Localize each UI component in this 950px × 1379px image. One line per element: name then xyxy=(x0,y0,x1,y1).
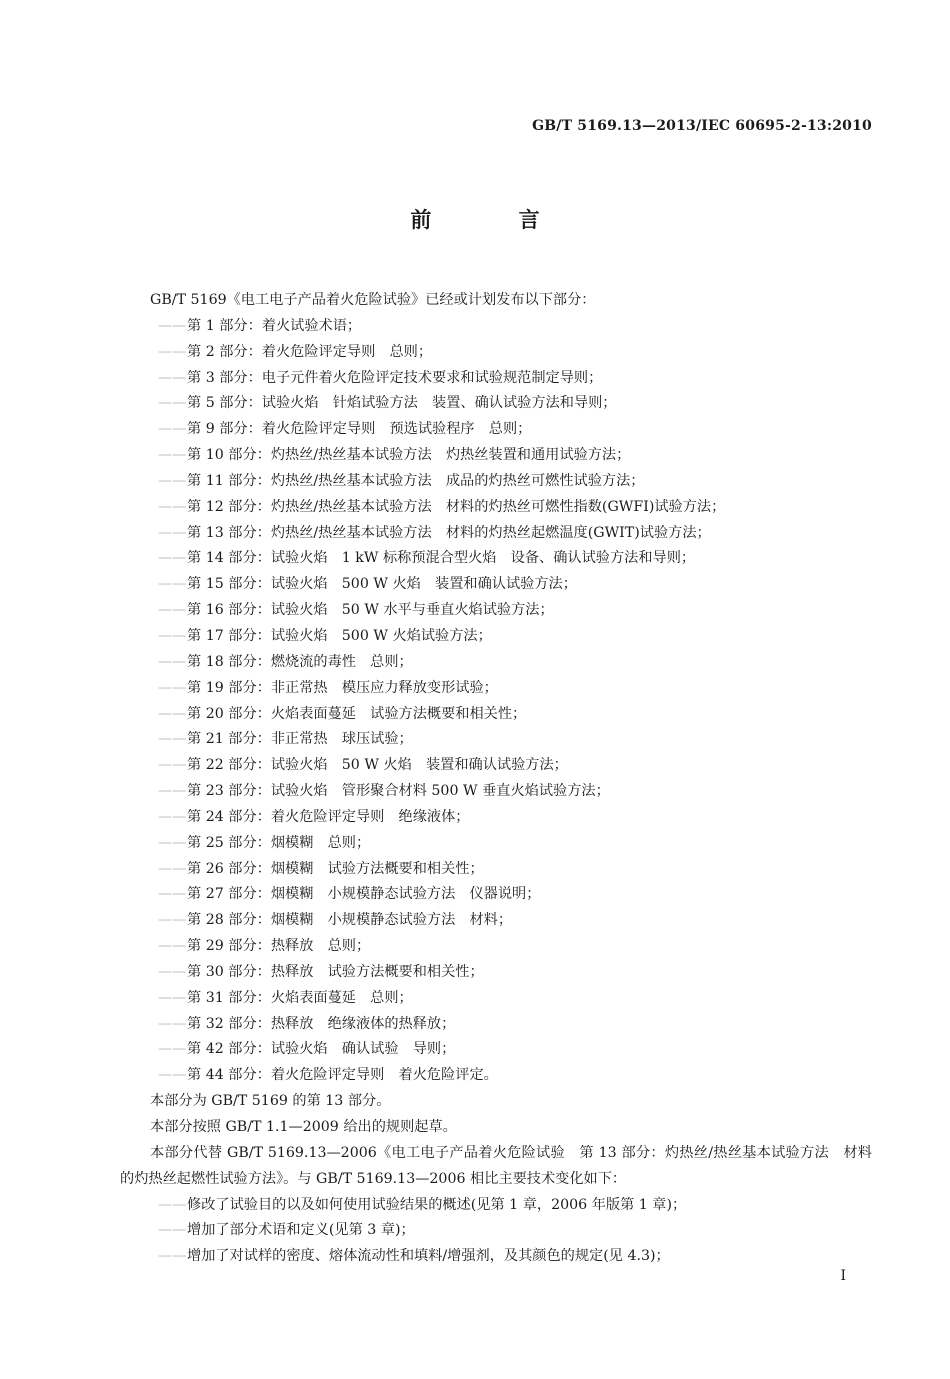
part-item-text: 第 19 部分：非正常热 模压应力释放变形试验； xyxy=(187,679,498,696)
document-body xyxy=(120,288,872,1270)
part-item xyxy=(120,702,872,728)
part-item-text: 第 5 部分：试验火焰 针焰试验方法 装置、确认试验方法和导则； xyxy=(187,395,617,412)
part-item-text: 第 24 部分：着火危险评定导则 绝缘液体； xyxy=(187,808,470,825)
list-dash-marker: —— xyxy=(158,343,187,360)
part-item xyxy=(120,391,872,417)
part-item-text: 第 15 部分：试验火焰 500 W 火焰 装置和确认试验方法； xyxy=(187,576,577,593)
list-dash-marker: —— xyxy=(158,705,187,722)
part-item-text: 第 32 部分：热释放 绝缘液体的热释放； xyxy=(187,1015,456,1032)
page-title: 前 言 xyxy=(410,207,580,232)
page-number: I xyxy=(840,1268,846,1284)
part-item-text: 第 26 部分：烟模糊 试验方法概要和相关性； xyxy=(187,860,484,877)
list-dash-marker: —— xyxy=(158,317,187,334)
list-dash-marker: —— xyxy=(158,938,187,955)
part-item-text: 第 29 部分：热释放 总则； xyxy=(187,938,371,955)
list-dash-marker: —— xyxy=(158,834,187,851)
list-dash-marker: —— xyxy=(158,808,187,825)
part-item xyxy=(120,469,872,495)
part-item xyxy=(120,314,872,340)
part-item-text: 第 12 部分：灼热丝/热丝基本试验方法 材料的灼热丝可燃性指数(GWFI)试验方法； xyxy=(187,498,726,515)
part-item xyxy=(120,753,872,779)
list-dash-marker: —— xyxy=(158,498,187,515)
part-item-text: 第 20 部分：火焰表面蔓延 试验方法概要和相关性； xyxy=(187,705,527,722)
part-item-text: 第 11 部分：灼热丝/热丝基本试验方法 成品的灼热丝可燃性试验方法； xyxy=(187,472,645,489)
part-item-text: 第 13 部分：灼热丝/热丝基本试验方法 材料的灼热丝起燃温度(GWIT)试验方法； xyxy=(187,524,711,541)
list-dash-marker: —— xyxy=(158,395,187,412)
part-item-text: 第 3 部分：电子元件着火危险评定技术要求和试验规范制定导则； xyxy=(187,369,603,386)
list-dash-marker: —— xyxy=(158,860,187,877)
paragraph-replacement: 本部分代替 GB/T 5169.13—2006《电工电子产品着火危险试验 第 13 部分：灼热丝/热丝基本试验方法 材料的灼热丝起燃性试验方法》。与 GB/T 5169.13—2006 相比主要技术变化如下： xyxy=(120,1144,872,1187)
list-dash-marker: —— xyxy=(158,1222,187,1239)
part-item-text: 第 9 部分：着火危险评定导则 预选试验程序 总则； xyxy=(187,421,532,438)
part-item xyxy=(120,934,872,960)
part-item-text: 第 30 部分：热释放 试验方法概要和相关性； xyxy=(187,963,484,980)
part-item xyxy=(120,624,872,650)
part-item xyxy=(120,598,872,624)
change-item xyxy=(120,1244,872,1270)
part-item-text: 第 31 部分：火焰表面蔓延 总则； xyxy=(187,989,413,1006)
part-item xyxy=(120,366,872,392)
part-item xyxy=(120,805,872,831)
list-dash-marker: —— xyxy=(158,447,187,464)
change-item-text: 修改了试验目的以及如何使用试验结果的概述(见第 1 章，2006 年版第 1 章)； xyxy=(187,1196,687,1213)
part-item-text: 第 2 部分：着火危险评定导则 总则； xyxy=(187,343,433,360)
part-item-text: 第 22 部分：试验火焰 50 W 火焰 装置和确认试验方法； xyxy=(187,757,568,774)
part-item xyxy=(120,908,872,934)
list-dash-marker: —— xyxy=(158,524,187,541)
part-item xyxy=(120,882,872,908)
part-item xyxy=(120,727,872,753)
part-item xyxy=(120,986,872,1012)
list-dash-marker: —— xyxy=(158,472,187,489)
part-item-text: 第 16 部分：试验火焰 50 W 水平与垂直火焰试验方法； xyxy=(187,602,554,619)
change-item xyxy=(120,1218,872,1244)
part-item-text: 第 17 部分：试验火焰 500 W 火焰试验方法； xyxy=(187,627,492,644)
change-item-text: 增加了部分术语和定义(见第 3 章)； xyxy=(187,1222,415,1239)
change-item-text: 增加了对试样的密度、熔体流动性和填料/增强剂，及其颜色的规定(见 4.3)； xyxy=(187,1248,670,1265)
part-item xyxy=(120,572,872,598)
part-item xyxy=(120,857,872,883)
part-item xyxy=(120,495,872,521)
changes-list xyxy=(120,1193,872,1271)
list-dash-marker: —— xyxy=(158,757,187,774)
part-item xyxy=(120,831,872,857)
part-item xyxy=(120,960,872,986)
list-dash-marker: —— xyxy=(158,602,187,619)
list-dash-marker: —— xyxy=(158,1248,187,1265)
part-item xyxy=(120,779,872,805)
list-dash-marker: —— xyxy=(158,576,187,593)
part-item xyxy=(120,1063,872,1089)
paragraph-part-statement: 本部分为 GB/T 5169 的第 13 部分。 xyxy=(150,1093,391,1110)
part-item-text: 第 21 部分：非正常热 球压试验； xyxy=(187,731,413,748)
part-item xyxy=(120,1037,872,1063)
list-dash-marker: —— xyxy=(158,1067,187,1084)
part-item-text: 第 28 部分：烟模糊 小规模静态试验方法 材料； xyxy=(187,912,513,929)
part-item-text: 第 10 部分：灼热丝/热丝基本试验方法 灼热丝装置和通用试验方法； xyxy=(187,447,631,464)
list-dash-marker: —— xyxy=(158,627,187,644)
parts-list xyxy=(120,314,872,1089)
list-dash-marker: —— xyxy=(158,653,187,670)
part-item-text: 第 23 部分：试验火焰 管形聚合材料 500 W 垂直火焰试验方法； xyxy=(187,783,610,800)
part-item-text: 第 1 部分：着火试验术语； xyxy=(187,317,362,334)
list-dash-marker: —— xyxy=(158,1015,187,1032)
part-item-text: 第 44 部分：着火危险评定导则 着火危险评定。 xyxy=(187,1067,498,1084)
part-item-text: 第 27 部分：烟模糊 小规模静态试验方法 仪器说明； xyxy=(187,886,541,903)
change-item xyxy=(120,1193,872,1219)
standard-number-header: GB/T 5169.13—2013/IEC 60695-2-13:2010 xyxy=(532,118,872,134)
part-item-text: 第 14 部分：试验火焰 1 kW 标称预混合型火焰 设备、确认试验方法和导则； xyxy=(187,550,696,567)
list-dash-marker: —— xyxy=(158,369,187,386)
intro-paragraph: GB/T 5169《电工电子产品着火危险试验》已经或计划发布以下部分： xyxy=(150,292,596,308)
part-item-text: 第 25 部分：烟模糊 总则； xyxy=(187,834,371,851)
part-item xyxy=(120,650,872,676)
part-item xyxy=(120,443,872,469)
part-item-text: 第 18 部分：燃烧流的毒性 总则； xyxy=(187,653,413,670)
list-dash-marker: —— xyxy=(158,731,187,748)
part-item xyxy=(120,546,872,572)
part-item xyxy=(120,417,872,443)
part-item xyxy=(120,340,872,366)
list-dash-marker: —— xyxy=(158,1041,187,1058)
list-dash-marker: —— xyxy=(158,1196,187,1213)
part-item-text: 第 42 部分：试验火焰 确认试验 导则； xyxy=(187,1041,456,1058)
list-dash-marker: —— xyxy=(158,886,187,903)
paragraph-drafting-rules: 本部分按照 GB/T 1.1—2009 给出的规则起草。 xyxy=(150,1119,457,1135)
list-dash-marker: —— xyxy=(158,912,187,929)
part-item xyxy=(120,1012,872,1038)
list-dash-marker: —— xyxy=(158,963,187,980)
part-item xyxy=(120,521,872,547)
list-dash-marker: —— xyxy=(158,783,187,800)
part-item xyxy=(120,676,872,702)
list-dash-marker: —— xyxy=(158,550,187,567)
list-dash-marker: —— xyxy=(158,679,187,696)
list-dash-marker: —— xyxy=(158,989,187,1006)
list-dash-marker: —— xyxy=(158,421,187,438)
